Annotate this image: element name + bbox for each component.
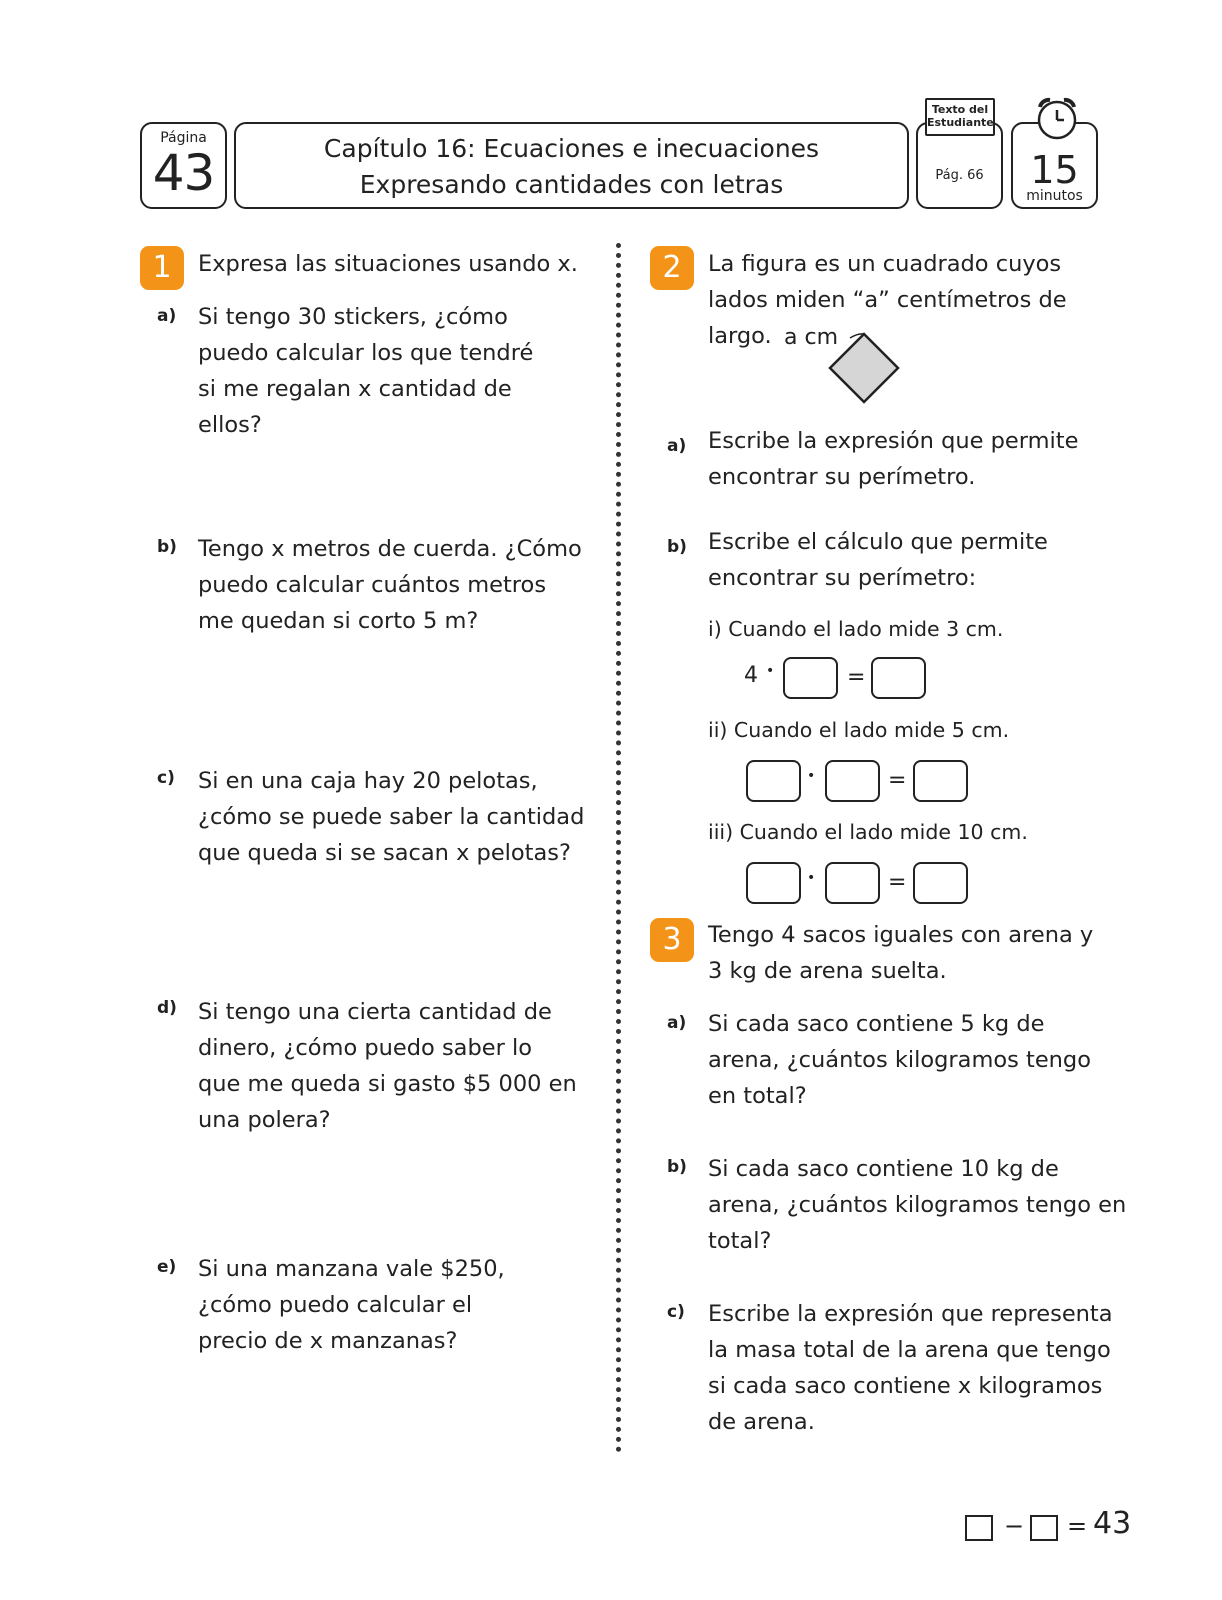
item-3a-letter: a)	[667, 1013, 687, 1033]
footer-minus: −	[1004, 1512, 1025, 1540]
question-2-badge: 2	[650, 246, 694, 290]
sub-iii-label: iii) Cuando el lado mide 10 cm.	[708, 820, 1028, 844]
item-3a-text: Si cada saco contiene 5 kg de arena, ¿cuántos kilogramos tengo en total?	[708, 1011, 1091, 1109]
answer-box-ii-1[interactable]	[746, 760, 801, 802]
time-value: 15	[1030, 148, 1079, 192]
item-a-letter: a)	[157, 306, 177, 326]
chapter-title: Capítulo 16: Ecuaciones e inecuaciones	[323, 134, 820, 163]
chapter-title-box	[234, 122, 909, 209]
footer-value: 43	[1093, 1506, 1132, 1541]
sub-iii-dot: •	[807, 870, 816, 886]
section-title: Expresando cantidades con letras	[359, 170, 784, 199]
item-3b-text: Si cada saco contiene 10 kg de arena, ¿cuántos kilogramos tengo en total?	[708, 1156, 1127, 1254]
answer-box-ii-3[interactable]	[913, 760, 968, 802]
item-e-letter: e)	[157, 1257, 177, 1277]
sub-i-equals: =	[847, 665, 866, 690]
footer-box-1	[965, 1515, 993, 1541]
sub-ii-equals: =	[888, 768, 907, 793]
question-2-text: La figura es un cuadrado cuyos lados miden “a” centímetros de largo.	[708, 251, 1067, 349]
footer-box-2	[1030, 1515, 1058, 1541]
sub-i-label: i) Cuando el lado mide 3 cm.	[708, 617, 1004, 641]
book-label-line1: Texto del	[931, 103, 989, 116]
page-number-box	[140, 122, 227, 209]
item-2b-letter: b)	[667, 537, 687, 557]
question-3-text: Tengo 4 sacos iguales con arena y 3 kg de arena suelta.	[708, 922, 1094, 984]
item-2a-text: Escribe la expresión que permite encontrar su perímetro.	[708, 428, 1079, 490]
figure-side-label: a cm	[784, 325, 839, 350]
question-1-text: Expresa las situaciones usando x.	[198, 251, 578, 277]
sub-ii-label: ii) Cuando el lado mide 5 cm.	[708, 718, 1010, 742]
time-unit: minutos	[1026, 188, 1083, 204]
answer-box-i-1[interactable]	[783, 657, 838, 699]
book-icon	[925, 98, 995, 136]
answer-box-i-2[interactable]	[871, 657, 926, 699]
alarm-clock-icon	[1030, 94, 1084, 142]
item-b-text: Tengo x metros de cuerda. ¿Cómo puedo calcular cuántos metros me quedan si corto 5 m?	[198, 536, 582, 634]
sub-iii-equals: =	[888, 870, 907, 895]
item-d-letter: d)	[157, 998, 177, 1018]
column-divider	[616, 243, 621, 1453]
page-label: Página	[160, 130, 207, 146]
item-3b-letter: b)	[667, 1157, 687, 1177]
answer-box-iii-2[interactable]	[825, 862, 880, 904]
item-e-text: Si una manzana vale $250, ¿cómo puedo calcular el precio de x manzanas?	[198, 1256, 505, 1354]
question-1-badge: 1	[140, 246, 184, 290]
question-3-badge: 3	[650, 918, 694, 962]
item-3c-text: Escribe la expresión que representa la masa total de la arena que tengo si cada saco contiene x kilogramos de arena.	[708, 1301, 1113, 1435]
square-figure	[820, 328, 905, 410]
student-text-page: Pág. 66	[935, 168, 984, 183]
item-c-text: Si en una caja hay 20 pelotas, ¿cómo se puede saber la cantidad que queda si se sacan x pelotas?	[198, 768, 585, 866]
item-d-text: Si tengo una cierta cantidad de dinero, ¿cómo puedo saber lo que me queda si gasto $5 000 en una polera?	[198, 999, 577, 1133]
item-b-letter: b)	[157, 537, 177, 557]
item-3c-letter: c)	[667, 1302, 685, 1322]
sub-ii-dot: •	[807, 768, 816, 784]
sub-i-factor: 4	[744, 663, 758, 688]
item-2a-letter: a)	[667, 436, 687, 456]
item-a-text: Si tengo 30 stickers, ¿cómo puedo calcular los que tendré si me regalan x cantidad de ellos?	[198, 304, 534, 438]
page-number: 43	[152, 144, 215, 202]
answer-box-iii-3[interactable]	[913, 862, 968, 904]
item-c-letter: c)	[157, 768, 175, 788]
book-label-line2: Estudiante	[927, 116, 994, 129]
footer-equals: =	[1067, 1512, 1088, 1540]
answer-box-iii-1[interactable]	[746, 862, 801, 904]
sub-i-dot: •	[766, 663, 775, 679]
answer-box-ii-2[interactable]	[825, 760, 880, 802]
item-2b-text: Escribe el cálculo que permite encontrar su perímetro:	[708, 529, 1048, 591]
